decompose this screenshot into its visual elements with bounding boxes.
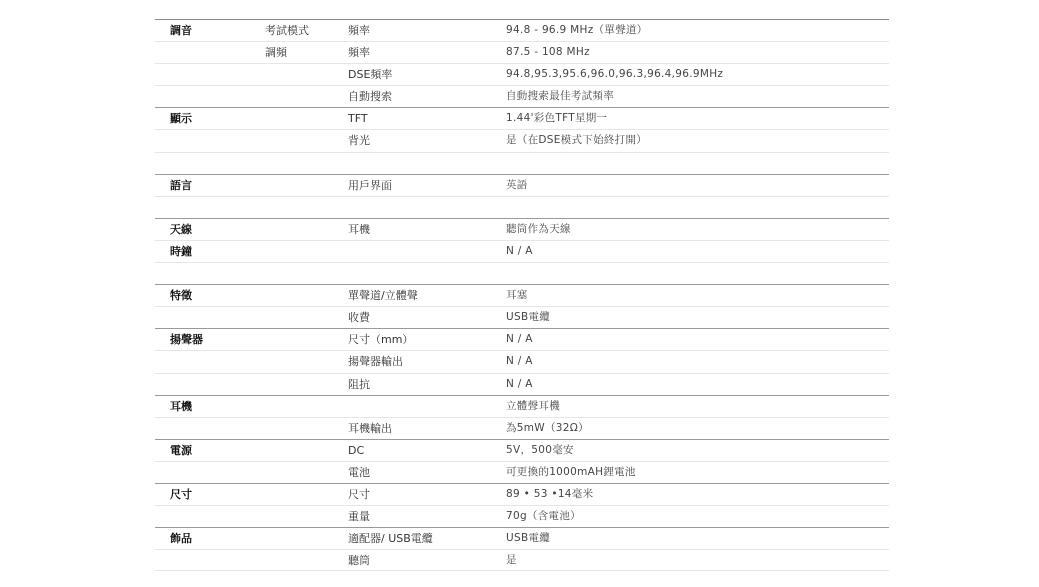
subcategory-cell <box>265 86 340 107</box>
table-row <box>155 306 889 328</box>
subcategory-cell <box>265 241 340 262</box>
category-cell <box>170 263 260 284</box>
category-cell <box>170 506 260 527</box>
category-cell <box>170 153 260 174</box>
spec-value-cell: 立體聲耳機 <box>506 399 560 412</box>
table-row <box>155 549 889 571</box>
table-row <box>155 107 889 129</box>
table-row <box>155 85 889 107</box>
subcategory-cell <box>265 130 340 151</box>
spec-name-cell: 耳機 <box>348 222 370 236</box>
category-cell <box>170 418 260 439</box>
spec-name-cell: 適配器/ USB電纜 <box>348 532 433 546</box>
spec-name-cell: 電池 <box>348 465 370 479</box>
subcategory-cell <box>265 418 340 439</box>
subcategory-cell <box>265 528 340 549</box>
spec-name-cell: 揚聲器輸出 <box>348 355 403 369</box>
spec-name-cell: TFT <box>348 112 368 126</box>
category-cell <box>170 307 260 328</box>
category-cell: 電源 <box>170 443 192 457</box>
table-row <box>155 129 889 151</box>
table-row <box>155 41 889 63</box>
spec-value-cell: 87.5 - 108 MHz <box>506 46 590 59</box>
category-cell: 尺寸 <box>170 487 192 501</box>
spec-value-cell: 是（在DSE模式下始終打開） <box>506 134 648 147</box>
table-row <box>155 218 889 240</box>
category-cell: 飾品 <box>170 532 192 546</box>
spec-name-cell: 自動搜索 <box>348 90 392 104</box>
spec-value-cell: 耳塞 <box>506 289 528 302</box>
subcategory-cell <box>265 351 340 372</box>
category-cell: 揚聲器 <box>170 333 203 347</box>
subcategory-cell <box>265 64 340 85</box>
spec-name-cell: 背光 <box>348 134 370 148</box>
subcategory-cell <box>265 108 340 129</box>
spec-value-cell: 聽筒作為天線 <box>506 222 571 235</box>
spec-value-cell: 可更換的1000mAH鋰電池 <box>506 465 636 478</box>
spec-name-cell <box>348 153 498 174</box>
category-cell <box>170 130 260 151</box>
table-row <box>155 483 889 505</box>
table-row <box>155 19 889 41</box>
spec-name-cell: 尺寸 <box>348 487 370 501</box>
subcategory-cell <box>265 197 340 218</box>
spec-name-cell: 阻抗 <box>348 377 370 391</box>
table-row <box>155 461 889 483</box>
category-cell: 天線 <box>170 222 192 236</box>
table-row <box>155 350 889 372</box>
category-cell <box>170 86 260 107</box>
table-row <box>155 152 889 174</box>
spec-name-cell: 單聲道/立體聲 <box>348 289 418 303</box>
category-cell: 顯示 <box>170 112 192 126</box>
subcategory-cell: 調頻 <box>265 46 287 60</box>
table-row <box>155 527 889 549</box>
spec-name-cell <box>348 241 498 262</box>
spec-value-cell: N / A <box>506 244 533 257</box>
subcategory-cell: 考試模式 <box>265 24 309 37</box>
category-cell: 語言 <box>170 178 192 192</box>
spec-name-cell: 收費 <box>348 311 370 325</box>
subcategory-cell <box>265 374 340 395</box>
spec-name-cell: 頻率 <box>348 46 370 60</box>
spec-value-cell: 5V，500毫安 <box>506 443 574 456</box>
table-row <box>155 328 889 350</box>
spec-value-cell <box>506 263 886 284</box>
spec-value-cell: 英語 <box>506 178 528 191</box>
subcategory-cell <box>265 396 340 417</box>
spec-name-cell: 用戶界面 <box>348 178 392 192</box>
category-cell: 特徵 <box>170 289 192 303</box>
table-row <box>155 262 889 284</box>
spec-value-cell: 94.8 - 96.9 MHz（單聲道） <box>506 24 648 36</box>
category-cell <box>170 197 260 218</box>
spec-name-cell: DSE頻率 <box>348 68 393 82</box>
spec-value-cell: N / A <box>506 355 533 368</box>
subcategory-cell <box>265 285 340 306</box>
spec-value-cell <box>506 197 886 218</box>
subcategory-cell <box>265 153 340 174</box>
spec-value-cell: N / A <box>506 377 533 390</box>
subcategory-cell <box>265 219 340 240</box>
spec-value-cell: 94.8,95.3,95.6,96.0,96.3,96.4,96.9MHz <box>506 68 724 81</box>
spec-value-cell: 為5mW（32Ω） <box>506 421 589 434</box>
spec-value-cell: 89 • 53 •14毫米 <box>506 487 594 500</box>
category-cell <box>170 550 260 571</box>
spec-value-cell: USB電纜 <box>506 311 551 324</box>
spec-value-cell: 1.44'彩色TFT星期一 <box>506 112 608 125</box>
subcategory-cell <box>265 263 340 284</box>
spec-table <box>155 19 889 571</box>
subcategory-cell <box>265 307 340 328</box>
spec-value-cell: USB電纜 <box>506 532 551 545</box>
table-row <box>155 63 889 85</box>
category-cell <box>170 64 260 85</box>
category-cell: 時鐘 <box>170 244 192 258</box>
category-cell <box>170 351 260 372</box>
spec-name-cell: 耳機輸出 <box>348 421 392 435</box>
table-row <box>155 505 889 527</box>
subcategory-cell <box>265 175 340 196</box>
category-cell: 調音 <box>170 24 192 37</box>
table-row <box>155 284 889 306</box>
spec-name-cell <box>348 263 498 284</box>
table-row <box>155 439 889 461</box>
spec-value-cell: 是 <box>506 554 517 567</box>
subcategory-cell <box>265 440 340 461</box>
subcategory-cell <box>265 462 340 483</box>
category-cell <box>170 462 260 483</box>
spec-name-cell: 頻率 <box>348 24 370 37</box>
spec-name-cell: 重量 <box>348 510 370 524</box>
spec-value-cell: 自動搜索最佳考試頻率 <box>506 90 614 103</box>
subcategory-cell <box>265 550 340 571</box>
spec-name-cell: 聽筒 <box>348 554 370 568</box>
spec-value-cell <box>506 153 886 174</box>
spec-value-cell: N / A <box>506 333 533 346</box>
subcategory-cell <box>265 484 340 505</box>
spec-name-cell: DC <box>348 443 365 457</box>
category-cell <box>170 42 260 63</box>
subcategory-cell <box>265 329 340 350</box>
table-row <box>155 196 889 218</box>
table-row <box>155 240 889 262</box>
spec-name-cell <box>348 197 498 218</box>
table-row <box>155 395 889 417</box>
category-cell <box>170 374 260 395</box>
subcategory-cell <box>265 506 340 527</box>
spec-value-cell: 70g（含電池） <box>506 510 581 523</box>
table-row <box>155 174 889 196</box>
spec-name-cell: 尺寸（mm） <box>348 333 414 347</box>
spec-name-cell <box>348 396 498 417</box>
table-row <box>155 417 889 439</box>
category-cell: 耳機 <box>170 399 192 413</box>
table-row <box>155 373 889 395</box>
